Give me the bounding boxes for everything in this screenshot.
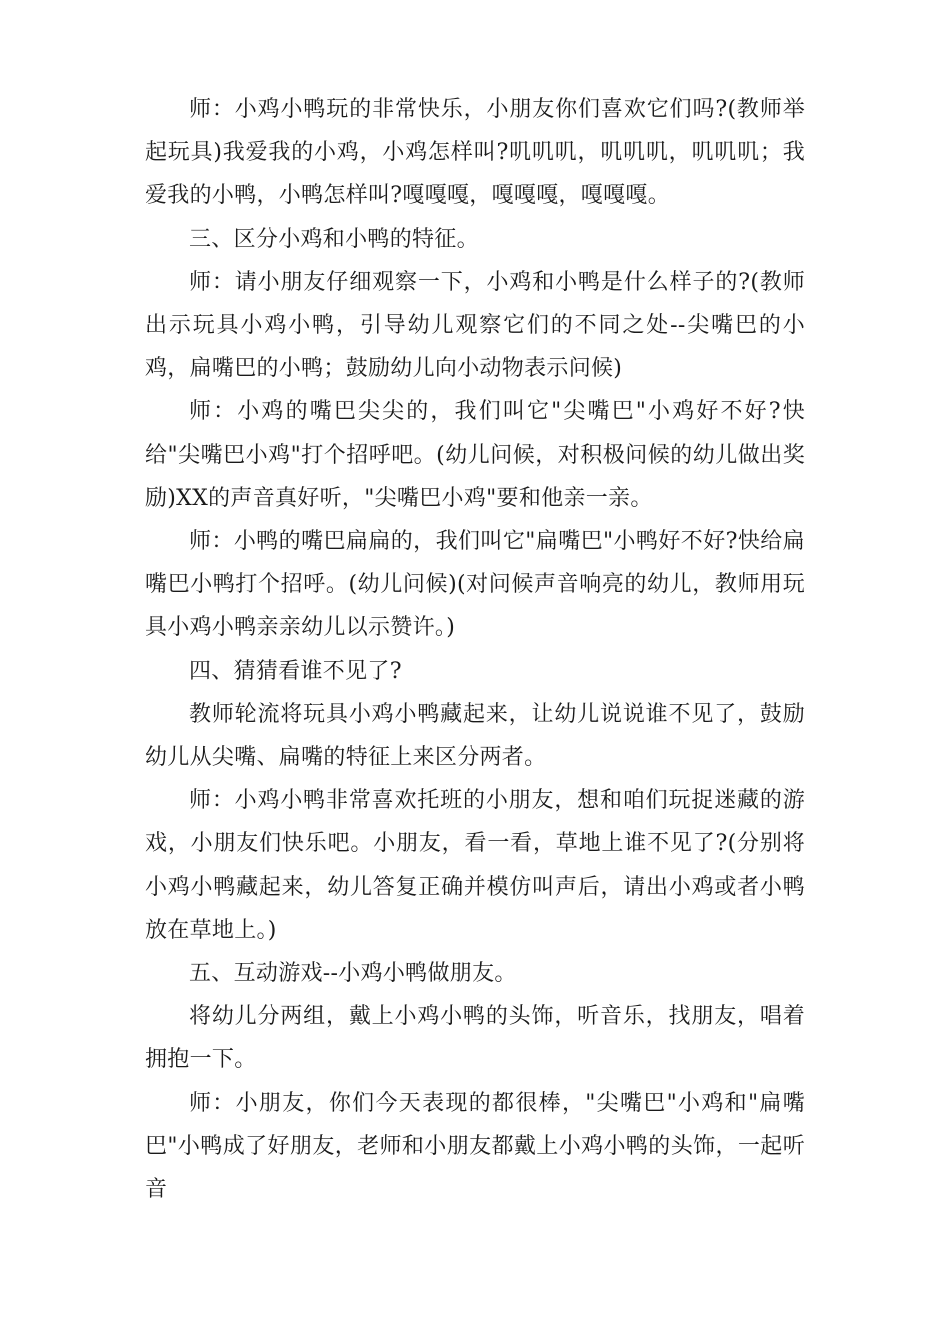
paragraph-activity-description: 教师轮流将玩具小鸡小鸭藏起来，让幼儿说说谁不见了，鼓励幼儿从尖嘴、扁嘴的特征上来区分两者。 <box>145 701 805 771</box>
section-heading-4: 四、猜猜看谁不见了? <box>189 658 402 684</box>
paragraph-game-description: 将幼儿分两组，戴上小鸡小鸭的头饰，听音乐，找朋友，唱着拥抱一下。 <box>145 1004 805 1073</box>
document-page <box>145 88 805 1211</box>
paragraph-teacher-dialogue-1: 师：小鸡小鸭玩的非常快乐，小朋友你们喜欢它们吗?(教师举起玩具)我爱我的小鸡，小鸡怎样叫?叽叽叽，叽叽叽，叽叽叽；我爱我的小鸭，小鸭怎样叫?嘎嘎嘎，嘎嘎嘎，嘎嘎嘎。 <box>145 97 805 209</box>
paragraph-teacher-dialogue-5: 师：小鸡小鸭非常喜欢托班的小朋友，想和咱们玩捉迷藏的游戏，小朋友们快乐吧。小朋友，看一看，草地上谁不见了?(分别将小鸡小鸭藏起来，幼儿答复正确并模仿叫声后，请出小鸡或者小鸭放在草地上。) <box>145 788 805 943</box>
paragraph-teacher-dialogue-6: 师：小朋友，你们今天表现的都很棒，"尖嘴巴"小鸡和"扁嘴巴"小鸭成了好朋友，老师和小朋友都戴上小鸡小鸭的头饰，一起听音 <box>145 1090 805 1203</box>
section-heading-3: 三、区分小鸡和小鸭的特征。 <box>189 226 479 252</box>
paragraph-teacher-dialogue-4: 师：小鸭的嘴巴扁扁的，我们叫它"扁嘴巴"小鸭好不好?快给扁嘴巴小鸭打个招呼。(幼儿问候)(对问候声音响亮的幼儿，教师用玩具小鸡小鸭亲亲幼儿以示赞许。) <box>145 529 805 641</box>
paragraph-teacher-dialogue-3: 师：小鸡的嘴巴尖尖的，我们叫它"尖嘴巴"小鸡好不好?快给"尖嘴巴小鸡"打个招呼吧。(幼儿问候，对积极问候的幼儿做出奖励)XX的声音真好听，"尖嘴巴小鸡"要和他亲一亲。 <box>145 399 805 511</box>
section-heading-5: 五、互动游戏--小鸡小鸭做朋友。 <box>189 961 517 987</box>
paragraph-teacher-dialogue-2: 师：请小朋友仔细观察一下，小鸡和小鸭是什么样子的?(教师出示玩具小鸡小鸭，引导幼儿观察它们的不同之处--尖嘴巴的小鸡，扁嘴巴的小鸭；鼓励幼儿向小动物表示问候) <box>145 269 805 382</box>
